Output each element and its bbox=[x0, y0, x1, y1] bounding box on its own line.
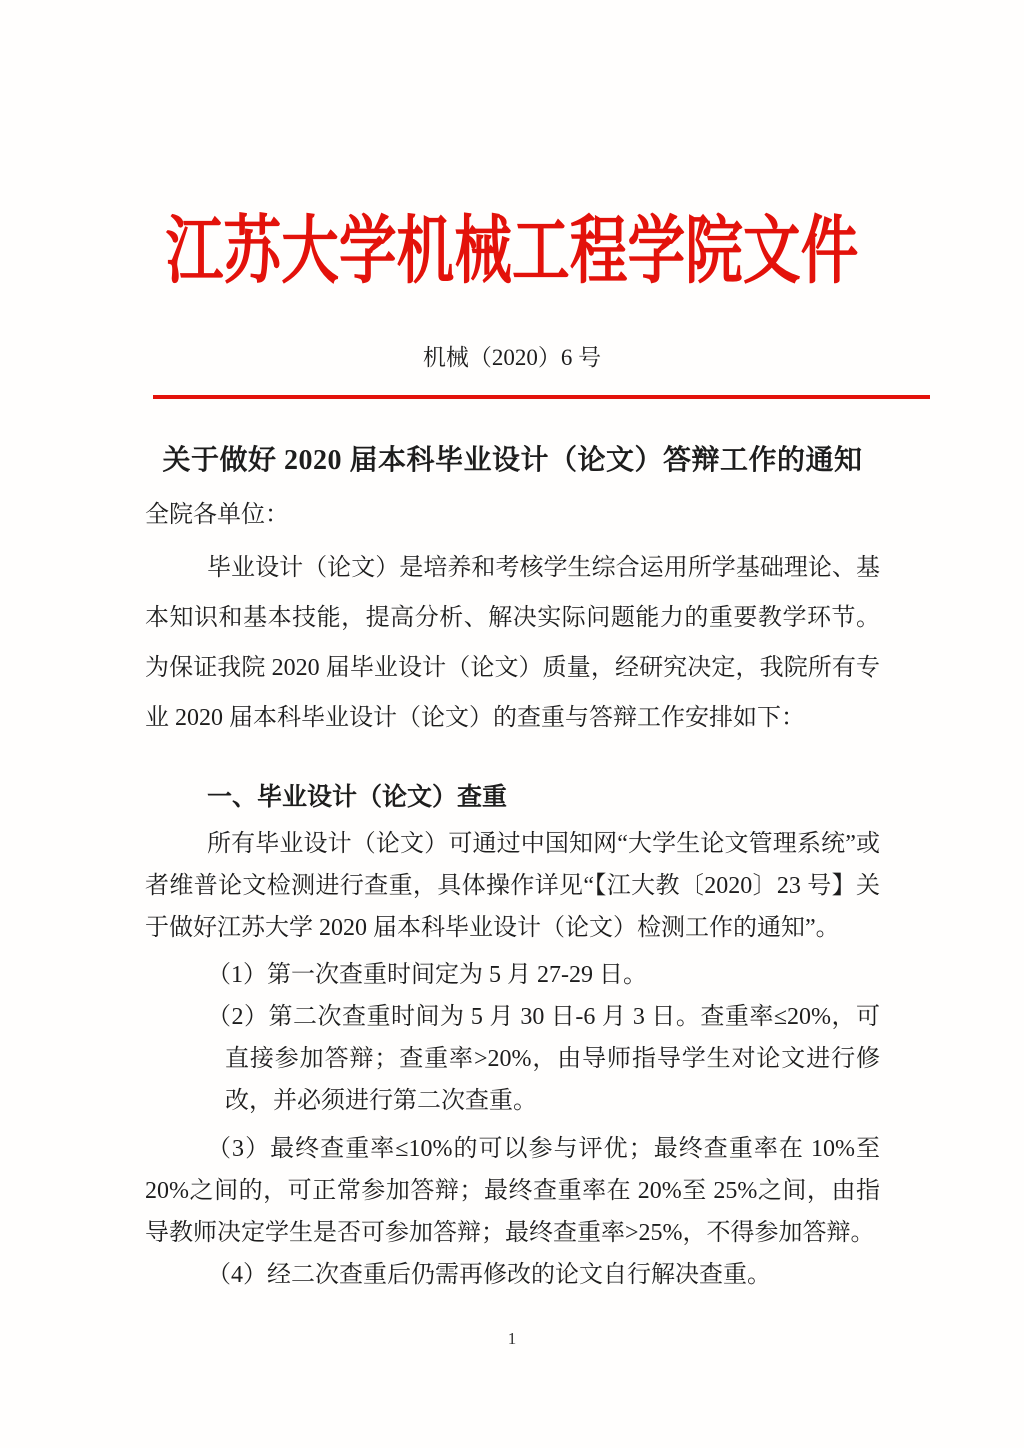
salutation: 全院各单位： bbox=[145, 502, 289, 528]
letterhead-title bbox=[0, 205, 1024, 297]
page-footer bbox=[0, 1328, 1024, 1350]
section1-paragraph: 所有毕业设计（论文）可通过中国知网“大学生论文管理系统”或者维普论文检测进行查重，具体操作详见“【江大教〔2020〕23 号】关于做好江苏大学 2020 届本科毕业设计（论文）检测工作的通知”。 bbox=[145, 831, 880, 941]
list-item-2: （2）第二次查重时间为 5 月 30 日-6 月 3 日。查重率≤20%，可直接参加答辩；查重率>20%，由导师指导学生对论文进行修改，并必须进行第二次查重。 bbox=[207, 1004, 880, 1114]
section1-heading: 一、毕业设计（论文）查重 bbox=[207, 784, 508, 811]
letterhead bbox=[0, 205, 1024, 373]
intro-paragraph: 毕业设计（论文）是培养和考核学生综合运用所学基础理论、基本知识和基本技能，提高分析、解决实际问题能力的重要教学环节。为保证我院 2020 届毕业设计（论文）质量，经研究决定，我院所有专业 2020 届本科毕业设计（论文）的查重与答辩工作安排如下： bbox=[145, 555, 880, 731]
list-item-1: （1）第一次查重时间定为 5 月 27-29 日。 bbox=[207, 962, 647, 988]
letterhead-title-text: 江苏大学机械工程学院文件 bbox=[165, 209, 859, 292]
list-item-4: （4）经二次查重后仍需再修改的论文自行解决查重。 bbox=[207, 1262, 771, 1288]
page-number: 1 bbox=[507, 1329, 517, 1348]
red-divider-line bbox=[153, 395, 930, 399]
list-item-3: （3）最终查重率≤10%的可以参与评优；最终查重率在 10%至20%之间的，可正常参加答辩；最终查重率在 20%至 25%之间，由指导教师决定学生是否可参加答辩；最终查重率>25%，不得参加答辩。 bbox=[145, 1136, 880, 1246]
doc-number: 机械（2020）6 号 bbox=[422, 345, 602, 370]
notice-body bbox=[0, 443, 1024, 1296]
notice-title: 关于做好 2020 届本科毕业设计（论文）答辩工作的通知 bbox=[162, 445, 863, 476]
